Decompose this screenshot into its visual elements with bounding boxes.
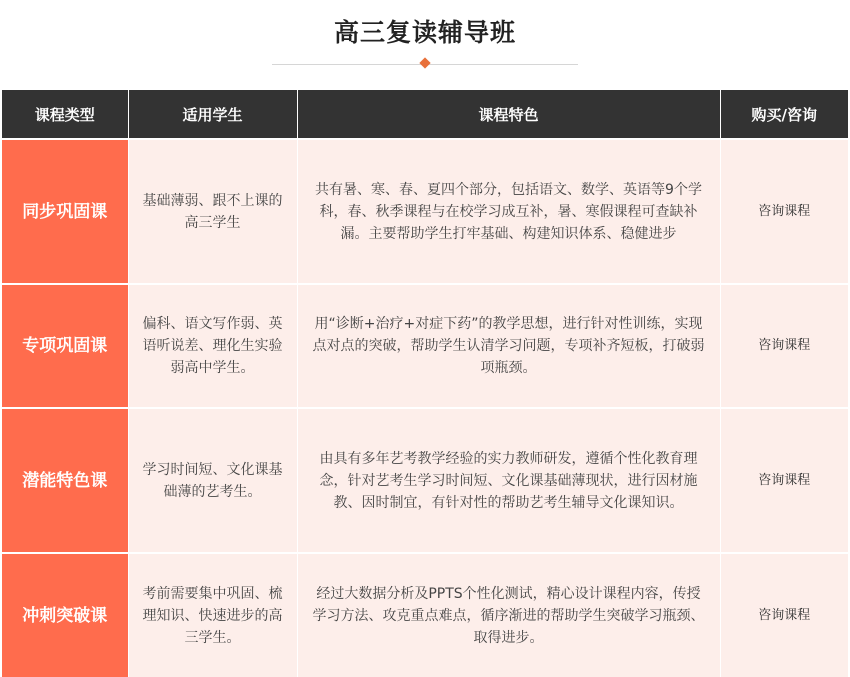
target-students-cell: 偏科、语文写作弱、英语听说差、理化生实验弱高中学生。 <box>128 284 297 408</box>
page-title: 高三复读辅导班 <box>333 18 516 47</box>
table-row <box>2 408 848 553</box>
consult-course-link[interactable] <box>720 553 848 677</box>
consult-course-label[interactable]: 咨询课程 <box>758 472 811 488</box>
header-purchase-consult: 购买/咨询 <box>720 90 848 139</box>
target-students-cell: 基础薄弱、跟不上课的高三学生 <box>128 139 297 284</box>
table-row <box>2 139 848 284</box>
course-type-cell: 同步巩固课 <box>2 139 128 284</box>
table-header-row <box>2 90 848 139</box>
consult-course-label[interactable]: 咨询课程 <box>758 607 811 623</box>
course-features-cell: 由具有多年艺考教学经验的实力教师研发，遵循个性化教育理念，针对艺考生学习时间短、文化课基础薄现状，进行因材施教、因时制宜，有针对性的帮助艺考生辅导文化课知识。 <box>297 408 720 553</box>
course-type-cell: 冲刺突破课 <box>2 553 128 677</box>
target-students-cell: 考前需要集中巩固、梳理知识、快速进步的高三学生。 <box>128 553 297 677</box>
consult-course-label[interactable]: 咨询课程 <box>758 338 811 353</box>
consult-course-link[interactable] <box>720 139 848 284</box>
header-target-students: 适用学生 <box>128 90 297 139</box>
course-features-cell: 共有暑、寒、春、夏四个部分，包括语文、数学、英语等9个学科，春、秋季课程与在校学习成互补，暑、寒假课程可查缺补漏。主要帮助学生打牢基础、构建知识体系、稳健进步 <box>297 139 720 284</box>
table-row <box>2 284 848 408</box>
header-course-type: 课程类型 <box>2 90 128 139</box>
divider-diamond-icon <box>419 57 430 68</box>
course-table <box>2 90 848 677</box>
course-features-cell: 经过大数据分析及PPTS个性化测试，精心设计课程内容，传授学习方法、攻克重点难点，循序渐进的帮助学生突破学习瓶颈、取得进步。 <box>297 553 720 677</box>
course-type-cell: 专项巩固课 <box>2 284 128 408</box>
header-course-features: 课程特色 <box>297 90 720 139</box>
table-row <box>2 553 848 677</box>
consult-course-link[interactable] <box>720 284 848 408</box>
course-features-cell: 用“诊断+治疗+对症下药”的教学思想，进行针对性训练，实现点对点的突破，帮助学生认清学习问题，专项补齐短板，打破弱项瓶颈。 <box>297 284 720 408</box>
course-type-cell: 潜能特色课 <box>2 408 128 553</box>
consult-course-link[interactable] <box>720 408 848 553</box>
consult-course-label[interactable]: 咨询课程 <box>758 203 811 219</box>
target-students-cell: 学习时间短、文化课基础薄的艺考生。 <box>128 408 297 553</box>
